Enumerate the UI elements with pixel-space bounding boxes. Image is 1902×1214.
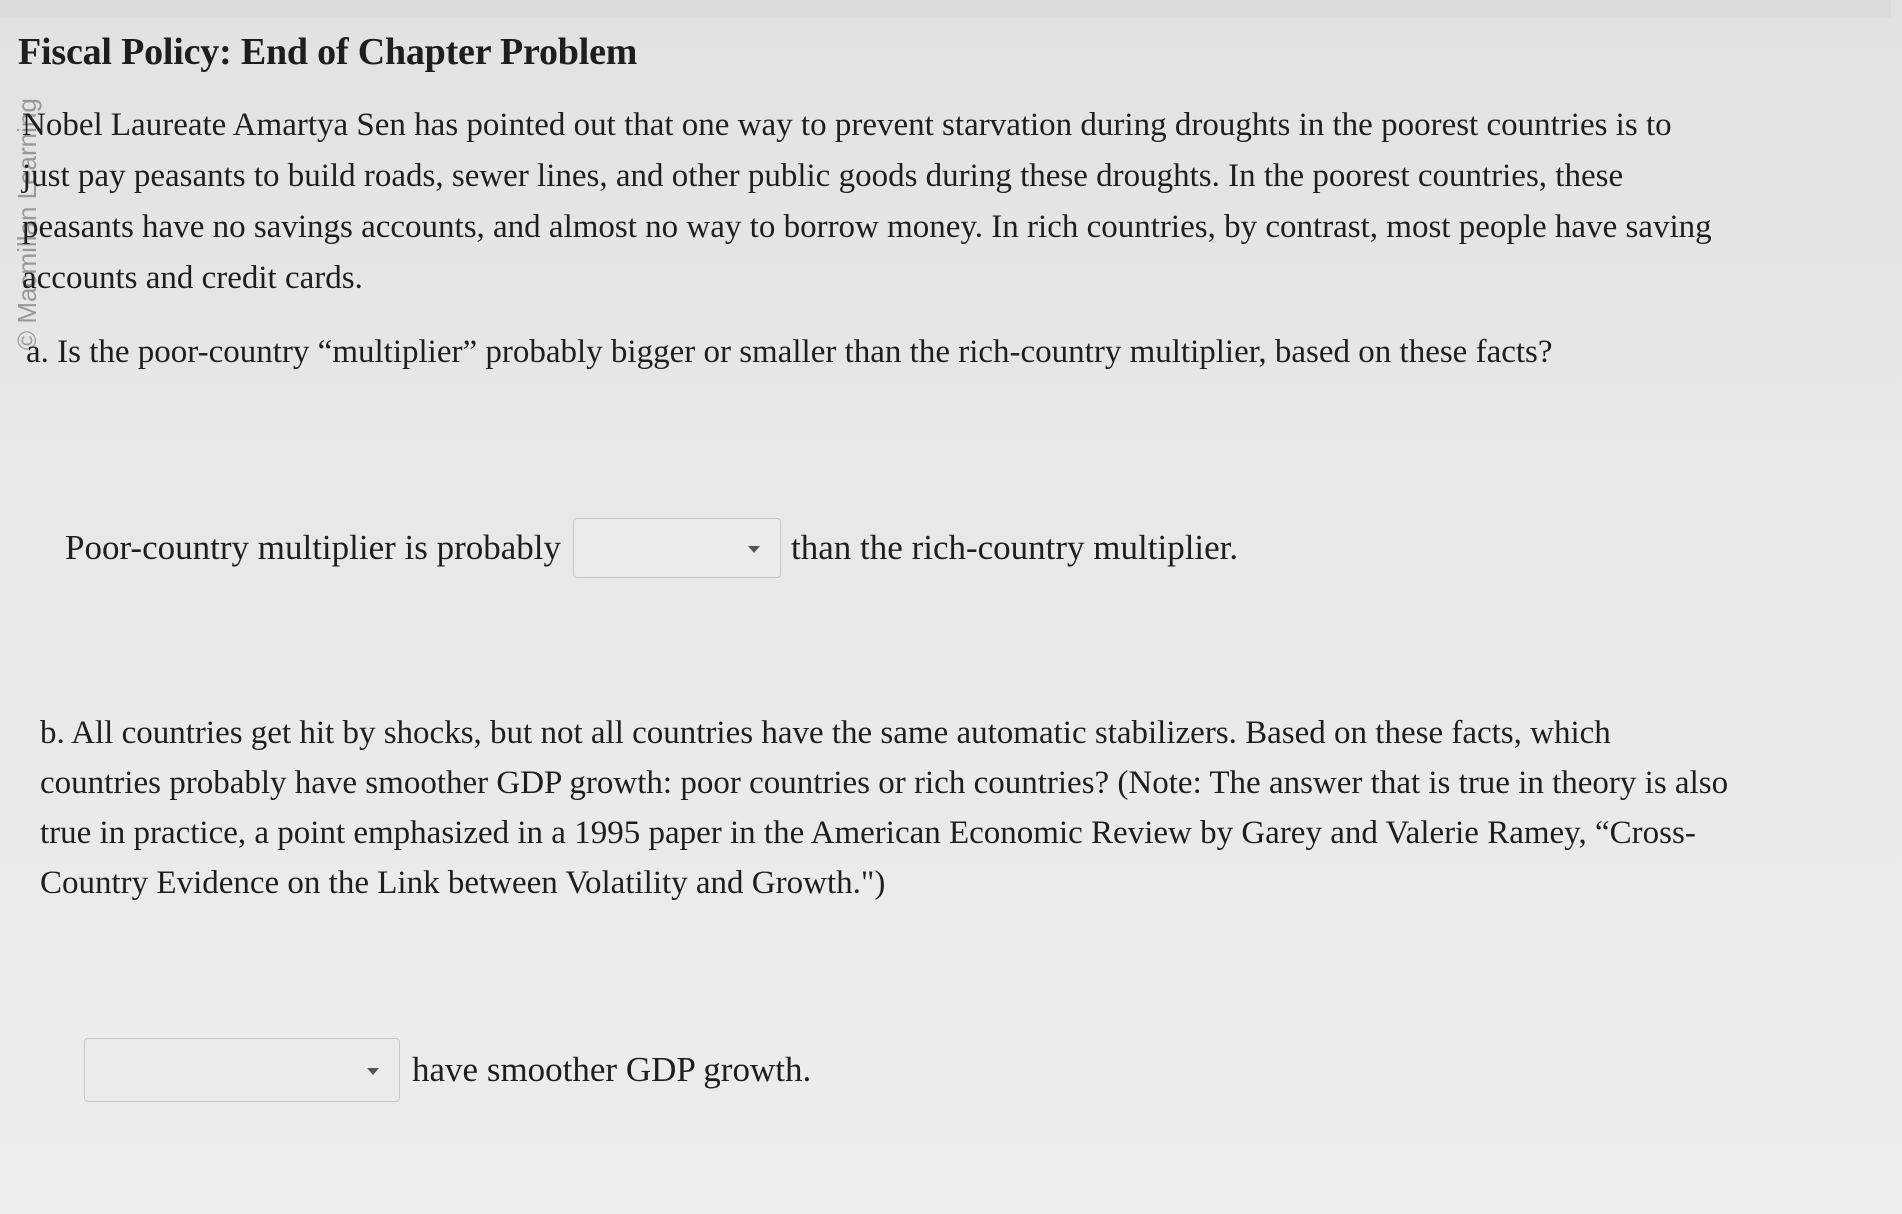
page-title: Fiscal Policy: End of Chapter Problem	[18, 31, 638, 73]
intro-line: Nobel Laureate Amartya Sen has pointed out that one way to prevent starvation during droughts in the poorest countries is to	[22, 107, 1672, 143]
question-b-line: countries probably have smoother GDP growth: poor countries or rich countries? (Note: The answer that is true in theory is also	[40, 765, 1729, 801]
question-a-answer-suffix: than the rich-country multiplier.	[791, 528, 1239, 567]
question-b-answer-row	[84, 1038, 811, 1102]
copyright-watermark	[0, 30, 42, 350]
question-a-prompt: a. Is the poor-country “multiplier” probably bigger or smaller than the rich-country multiplier, based on these facts?	[26, 334, 1553, 370]
question-a-answer-prefix: Poor-country multiplier is probably	[65, 528, 562, 567]
question-b-line: true in practice, a point emphasized in a 1995 paper in the American Economic Review by Garey and Valerie Ramey, “Cross-	[40, 815, 1696, 851]
chevron-down-icon	[748, 546, 760, 553]
question-a-dropdown[interactable]	[573, 518, 781, 578]
watermark-text: © Macmillan Learning	[12, 98, 42, 350]
question-b-line: b. All countries get hit by shocks, but not all countries have the same automatic stabilizers. Based on these facts, which	[40, 715, 1611, 751]
chevron-down-icon	[367, 1068, 379, 1075]
question-b-answer-suffix: have smoother GDP growth.	[412, 1050, 812, 1089]
question-b-line: Country Evidence on the Link between Volatility and Growth.")	[40, 865, 886, 901]
question-b-dropdown[interactable]	[84, 1038, 400, 1102]
intro-line: peasants have no savings accounts, and almost no way to borrow money. In rich countries, by contrast, most people have saving	[22, 209, 1712, 245]
intro-line: just pay peasants to build roads, sewer lines, and other public goods during these droughts. In the poorest countries, these	[22, 158, 1624, 194]
intro-line: accounts and credit cards.	[22, 260, 363, 296]
question-b-prompt	[40, 708, 1900, 908]
problem-intro	[22, 100, 1902, 304]
top-bar	[0, 0, 1891, 18]
question-a-answer-row	[65, 516, 1238, 580]
